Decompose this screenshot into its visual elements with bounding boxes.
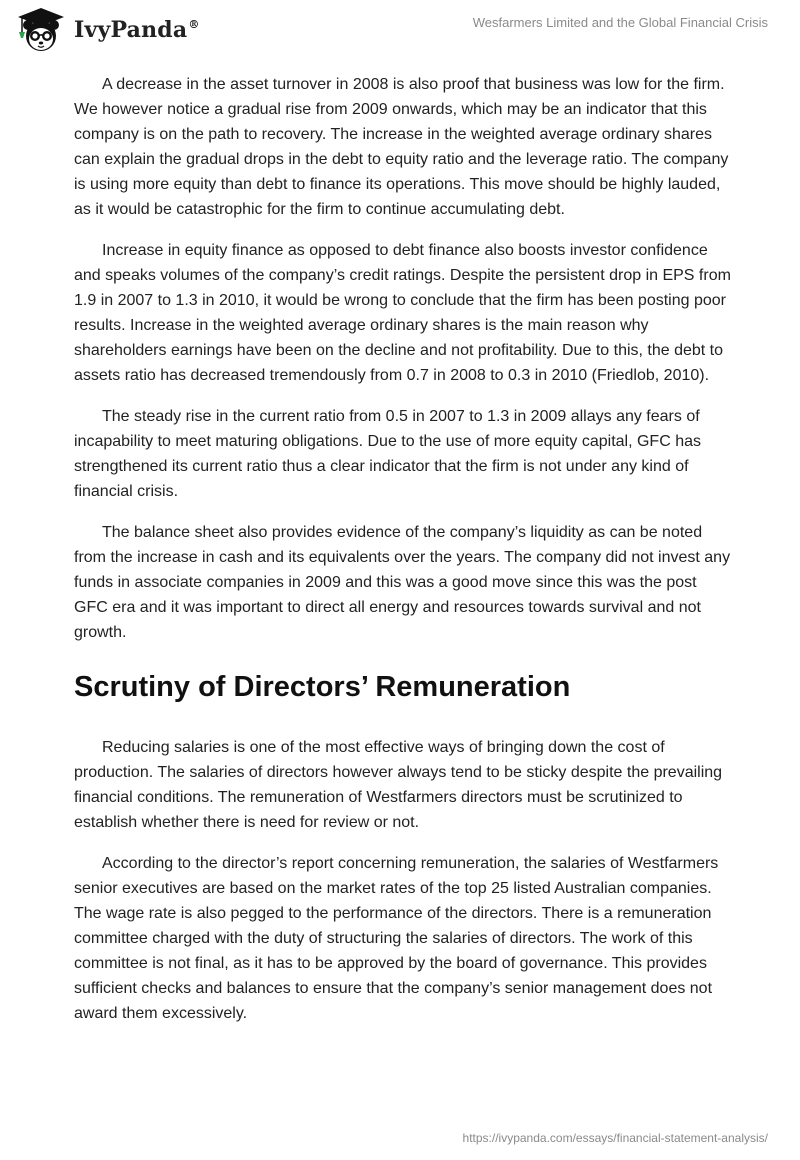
ivypanda-logo[interactable] [14, 6, 200, 54]
paragraph: The steady rise in the current ratio from 0.5 in 2007 to 1.3 in 2009 allays any fears of incapability to meet maturing obligations. Due to the use of more equity capital, GFC has strengthened its current ratio thus a clear indicator that the firm is not under any kind of financial crisis. [74, 408, 701, 500]
document-title: Wesfarmers Limited and the Global Financial Crisis [472, 15, 768, 30]
paragraph: Reducing salaries is one of the most effective ways of bringing down the cost of production. The salaries of directors however always tend to be sticky despite the prevailing financial conditions. The remuneration of Westfarmers directors must be scrutinized to establish whether there is need for review or not. [74, 739, 723, 831]
source-url[interactable]: https://ivypanda.com/essays/financial-statement-analysis/ [462, 1131, 768, 1145]
page-header [0, 0, 800, 62]
brand-name: IvyPanda® [74, 17, 200, 43]
paragraph: According to the director’s report concerning remuneration, the salaries of Westfarmers senior executives are based on the market rates of the top 25 listed Australian companies. The wage rate is also pegged to the performance of the directors. There is a remuneration committee charged with the duty of structuring the salaries of directors. The work of this committee is not final, as it has to be approved by the board of governance. This provides sufficient checks and balances to ensure that the company’s senior management does not award them excessively. [74, 855, 719, 1022]
panda-graduate-icon [14, 6, 68, 54]
paragraph: A decrease in the asset turnover in 2008 is also proof that business was low for the firm. We however notice a gradual rise from 2009 onwards, which may be an indicator that this company is on the path to recovery. The increase in the weighted average ordinary shares can explain the gradual drops in the debt to equity ratio and the leverage ratio. The company is using more equity than debt to finance its operations. This move should be highly lauded, as it would be catastrophic for the firm to continue accumulating debt. [74, 76, 729, 218]
paragraph: Increase in equity finance as opposed to debt finance also boosts investor confidence and speaks volumes of the company’s credit ratings. Despite the persistent drop in EPS from 1.9 in 2007 to 1.3 in 2010, it would be wrong to conclude that the firm has been posting poor results. Increase in the weighted average ordinary shares is the main reason why shareholders earnings have been on the decline and not profitability. Due to this, the debt to assets ratio has decreased tremendously from 0.7 in 2008 to 0.3 in 2010 (Friedlob, 2010). [74, 242, 731, 384]
paragraph: The balance sheet also provides evidence of the company’s liquidity as can be noted from the increase in cash and its equivalents over the years. The company did not invest any funds in associate companies in 2009 and this was a good move since this was the post GFC era and it was important to direct all energy and resources towards survival and not growth. [74, 524, 731, 641]
section-heading: Scrutiny of Directors’ Remuneration [74, 671, 571, 703]
article-body [74, 72, 734, 1042]
